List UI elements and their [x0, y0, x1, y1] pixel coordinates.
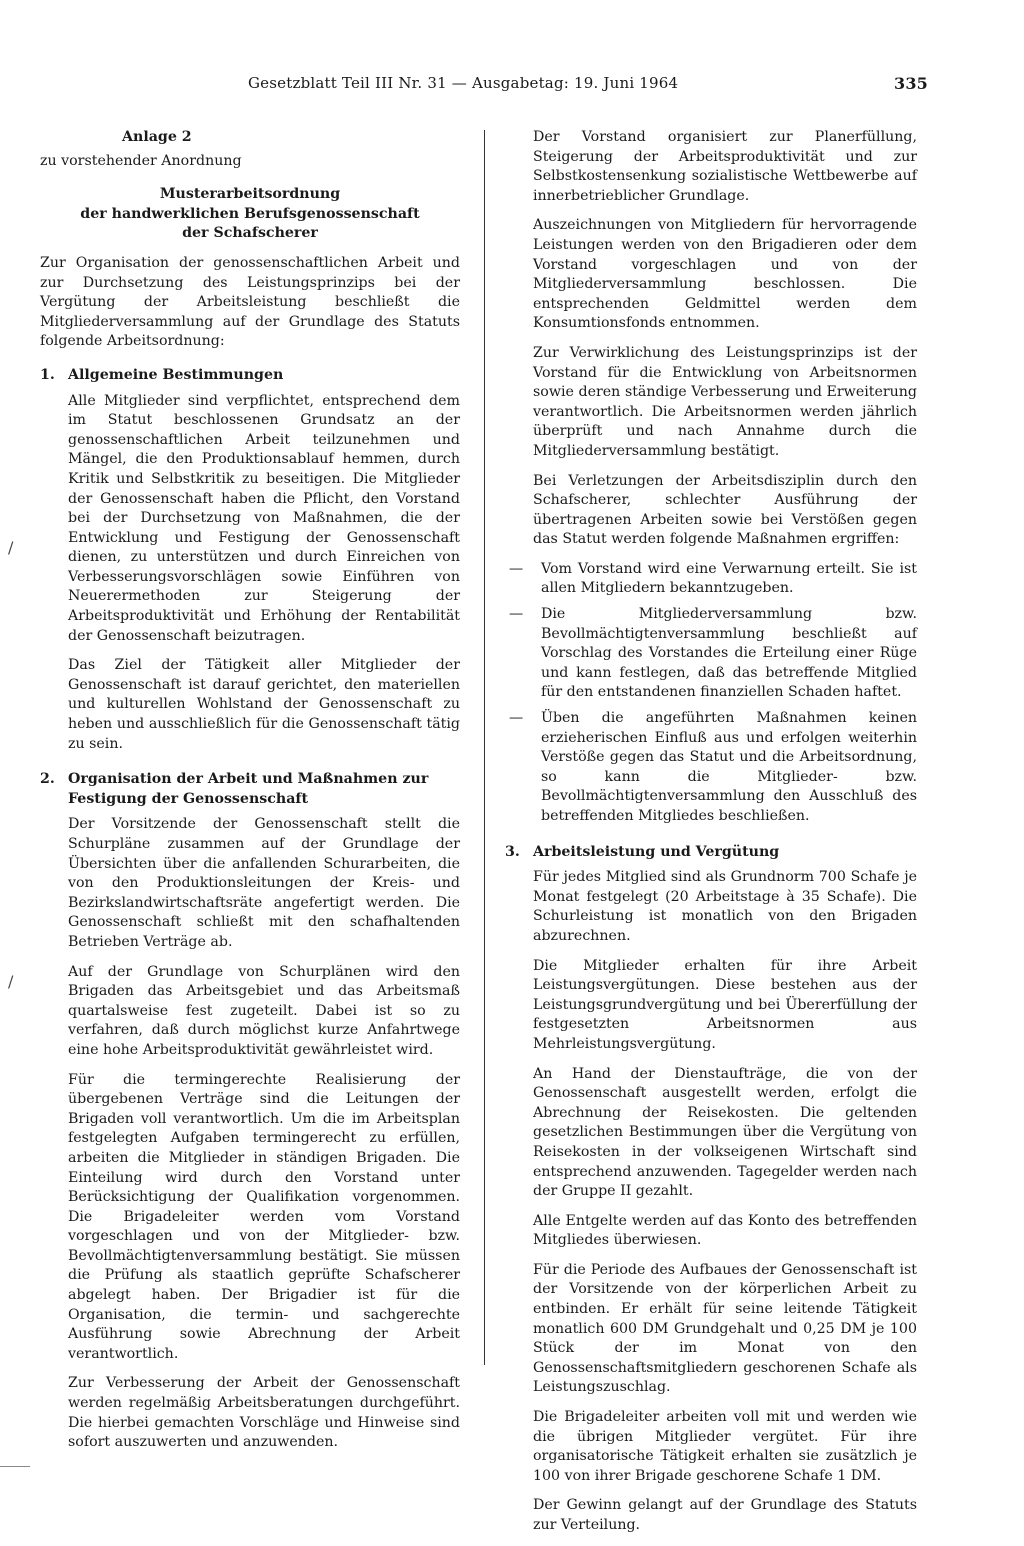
- margin-mark: /: [8, 538, 14, 557]
- list-item-text: Vom Vorstand wird eine Verwarnung erteilt. Sie ist allen Mitgliedern bekanntzugeben.: [541, 560, 917, 597]
- section-number: 3.: [505, 843, 520, 860]
- list-item: [505, 605, 917, 703]
- section-heading: [505, 843, 917, 863]
- scan-edge-line: [0, 1466, 30, 1467]
- paragraph: Für jedes Mitglied sind als Grundnorm 700 Schafe je Monat festgelegt (20 Arbeitstage à 35 Schafe). Die Schurleistung ist monatlich von den Brigaden abzurechnen.: [533, 869, 917, 944]
- dash-marker: —: [509, 560, 524, 577]
- title-line: Musterarbeitsordnung: [159, 186, 341, 203]
- paragraph: Zur Verbesserung der Arbeit der Genossenschaft werden regelmäßig Arbeitsberatungen durchgeführt. Die hierbei gemachten Vorschläge und Hinweise sind sofort auszuwerten und anzuwenden.: [68, 1375, 460, 1451]
- paragraph: Der Vorstand organisiert zur Planerfüllung, Steigerung der Arbeitsproduktivität und zur Selbstkostensenkung sozialistische Wettbewerbe auf innerbetrieblicher Grundlage.: [533, 129, 917, 204]
- paragraph: Die Brigadeleiter arbeiten voll mit und werden wie die übrigen Mitglieder vergütet. Für ihre organisatorische Tätigkeit erhalten sie zusätzlich je 100 von ihrer Brigade geschorene Schafe 1 DM.: [533, 1409, 917, 1484]
- header-title: Gesetzblatt Teil III Nr. 31 — Ausgabetag: 19. Juni 1964: [248, 74, 679, 92]
- anlage-label: Anlage 2: [122, 129, 192, 145]
- paragraph: Bei Verletzungen der Arbeitsdisziplin durch den Schafscherer, schlechter Ausführung der übertragenen Arbeiten sowie bei Verstößen gegen das Statut werden folgende Maßnahmen ergriffen:: [533, 472, 917, 548]
- section-title: Allgemeine Bestimmungen: [68, 366, 284, 383]
- list-item: [505, 709, 917, 827]
- paragraph: Für die termingerechte Realisierung der übergebenen Verträge sind die Leitungen der Brigaden voll verantwortlich. Um die im Arbeitsplan festgelegten Aufgaben termingerecht zu erfüllen, arbeiten die Mitglieder in ständigen Brigaden. Die Einteilung wird durch den Vorstand unter Berücksichtigung der Qualifikation vorgenommen. Die Brigadeleiter werden vom Vorstand vorgeschlagen und von der Mitglieder- bzw. Bevollmächtigtenversammlung bestätigt. Sie müssen die Prüfung als staatlich geprüfte Schafscherer abgelegt haben. Der Brigadier ist für die Organisation, die termin- und sachgerechte Ausführung sowie Abrechnung der Arbeit verantwortlich.: [68, 1071, 460, 1362]
- paragraph: Auszeichnungen von Mitgliedern für hervorragende Leistungen werden von den Brigadieren oder dem Vorstand vorgeschlagen und von der Mitgliederversammlung beschlossen. Die entsprechenden Geldmittel werden dem Konsumtionsfonds entnommen.: [533, 217, 917, 332]
- paragraph: An Hand der Dienstaufträge, die von der Genossenschaft ausgestellt werden, erfolgt die Abrechnung der Reisekosten. Die geltenden gesetzlichen Bestimmungen über die Vergütung von Reisekosten in der volkseigenen Wirtschaft sind entsprechend anzuwenden. Tagegelder werden nach der Gruppe II gezahlt.: [533, 1065, 917, 1200]
- section-title: Organisation der Arbeit und Maßnahmen zur Festigung der Genossenschaft: [68, 771, 429, 807]
- document-title: [40, 185, 460, 244]
- column-divider: [484, 130, 485, 1365]
- list-item-text: Die Mitgliederversammlung bzw. Bevollmächtigtenversammlung beschließt auf Vorschlag des Vorstandes die Erteilung einer Rüge und kann festlegen, daß das betreffende Mitglied für den entstandenen finanziellen Schaden haftet.: [541, 606, 917, 701]
- intro-paragraph: Zur Organisation der genossenschaftlichen Arbeit und zur Durchsetzung des Leistungsprinzips bei der Vergütung der Arbeitsleistung beschließt die Mitgliederversammlung auf der Grundlage des Statuts folgende Arbeitsordnung:: [40, 254, 460, 350]
- list-item-text: Üben die angeführten Maßnahmen keinen erzieherischen Einfluß aus und erfolgen weiterhin Verstöße gegen das Statut und die Arbeitsordnung, so kann die Mitglieder- bzw. Bevollmächtigtenversammlung den Ausschluß des betreffenden Mitgliedes beschließen.: [541, 710, 917, 824]
- section-number: 1.: [40, 366, 55, 383]
- paragraph: Das Ziel der Tätigkeit aller Mitglieder der Genossenschaft ist darauf gerichtet, den materiellen und kulturellen Wohlstand der Genossenschaft zu heben und ausschließlich für die Genossenschaft tätig zu sein.: [68, 657, 460, 752]
- page-header: [248, 74, 928, 92]
- section-heading: [40, 770, 460, 809]
- paragraph: Der Gewinn gelangt auf der Grundlage des Statuts zur Verteilung.: [533, 1497, 917, 1533]
- left-column: [40, 128, 460, 1463]
- paragraph: Die Mitglieder erhalten für ihre Arbeit Leistungsvergütungen. Diese bestehen aus der Leistungsgrundvergütung und bei Übererfüllung der festgesetzten Arbeitsnormen aus Mehrleistungsvergütung.: [533, 957, 917, 1052]
- list-item: [505, 560, 917, 599]
- right-column: [505, 128, 917, 1546]
- dash-marker: —: [509, 606, 524, 623]
- dash-marker: —: [509, 710, 524, 727]
- paragraph: Für die Periode des Aufbaues der Genossenschaft ist der Vorsitzende von der körperlichen Arbeit zu entbinden. Er erhält für seine leitende Tätigkeit monatlich 600 DM Grundgehalt und 0,25 DM je 100 Stück der im Monat von den Genossenschaftsmitgliedern geschorenen Schafe als Leistungszuschlag.: [533, 1261, 917, 1396]
- paragraph: Auf der Grundlage von Schurplänen wird den Brigaden das Arbeitsgebiet und das Arbeitsmaß quartalsweise fest zugeteilt. Dabei ist so zu verfahren, daß durch möglichst kurze Anfahrtwege eine hohe Arbeitsproduktivität gewährleistet wird.: [68, 963, 460, 1058]
- title-line: der Schafscherer: [182, 225, 318, 242]
- section-number: 2.: [40, 771, 55, 788]
- page-number: 335: [894, 74, 928, 93]
- title-line: der handwerklichen Berufsgenossenschaft: [80, 205, 420, 222]
- measures-list: [505, 560, 917, 827]
- paragraph: Der Vorsitzende der Genossenschaft stellt die Schurpläne zusammen auf der Grundlage der Übersichten über die anfallenden Schurarbeiten, die von den Produktionsleitungen der Kreis- und Bezirkslandwirtschaftsräte angefertigt werden. Die Genossenschaft schließt mit den schafhaltenden Betrieben Verträge ab.: [68, 816, 460, 950]
- paragraph: Alle Entgelte werden auf das Konto des betreffenden Mitgliedes überwiesen.: [533, 1212, 917, 1249]
- paragraph: Alle Mitglieder sind verpflichtet, entsprechend dem im Statut beschlossenen Grundsatz an der genossenschaftlichen Arbeit teilzunehmen und Mängel, die den Produktionsablauf hemmen, durch Kritik und Selbstkritik zu beseitigen. Die Mitglieder der Genossenschaft haben die Pflicht, den Vorstand bei der Durchsetzung von Maßnahmen, die der Entwicklung und Festigung der Genossenschaft dienen, zu unterstützen und durch Einreichen von Verbesserungsvorschlägen sowie Einführen von Neuerermethoden zur Steigerung der Arbeitsproduktivität und Erhöhung der Rentabilität der Genossenschaft beizutragen.: [68, 392, 460, 644]
- section-title: Arbeitsleistung und Vergütung: [533, 843, 780, 860]
- paragraph: Zur Verwirklichung des Leistungsprinzips ist der Vorstand für die Entwicklung von Arbeitsnormen sowie deren ständige Verbesserung und Erweiterung verantwortlich. Die Arbeitsnormen werden jährlich überprüft und nach Annahme durch die Mitgliederversammlung bestätigt.: [533, 344, 917, 459]
- margin-mark: /: [8, 972, 14, 991]
- section-heading: [40, 366, 460, 386]
- anlage-subtitle: zu vorstehender Anordnung: [40, 152, 242, 169]
